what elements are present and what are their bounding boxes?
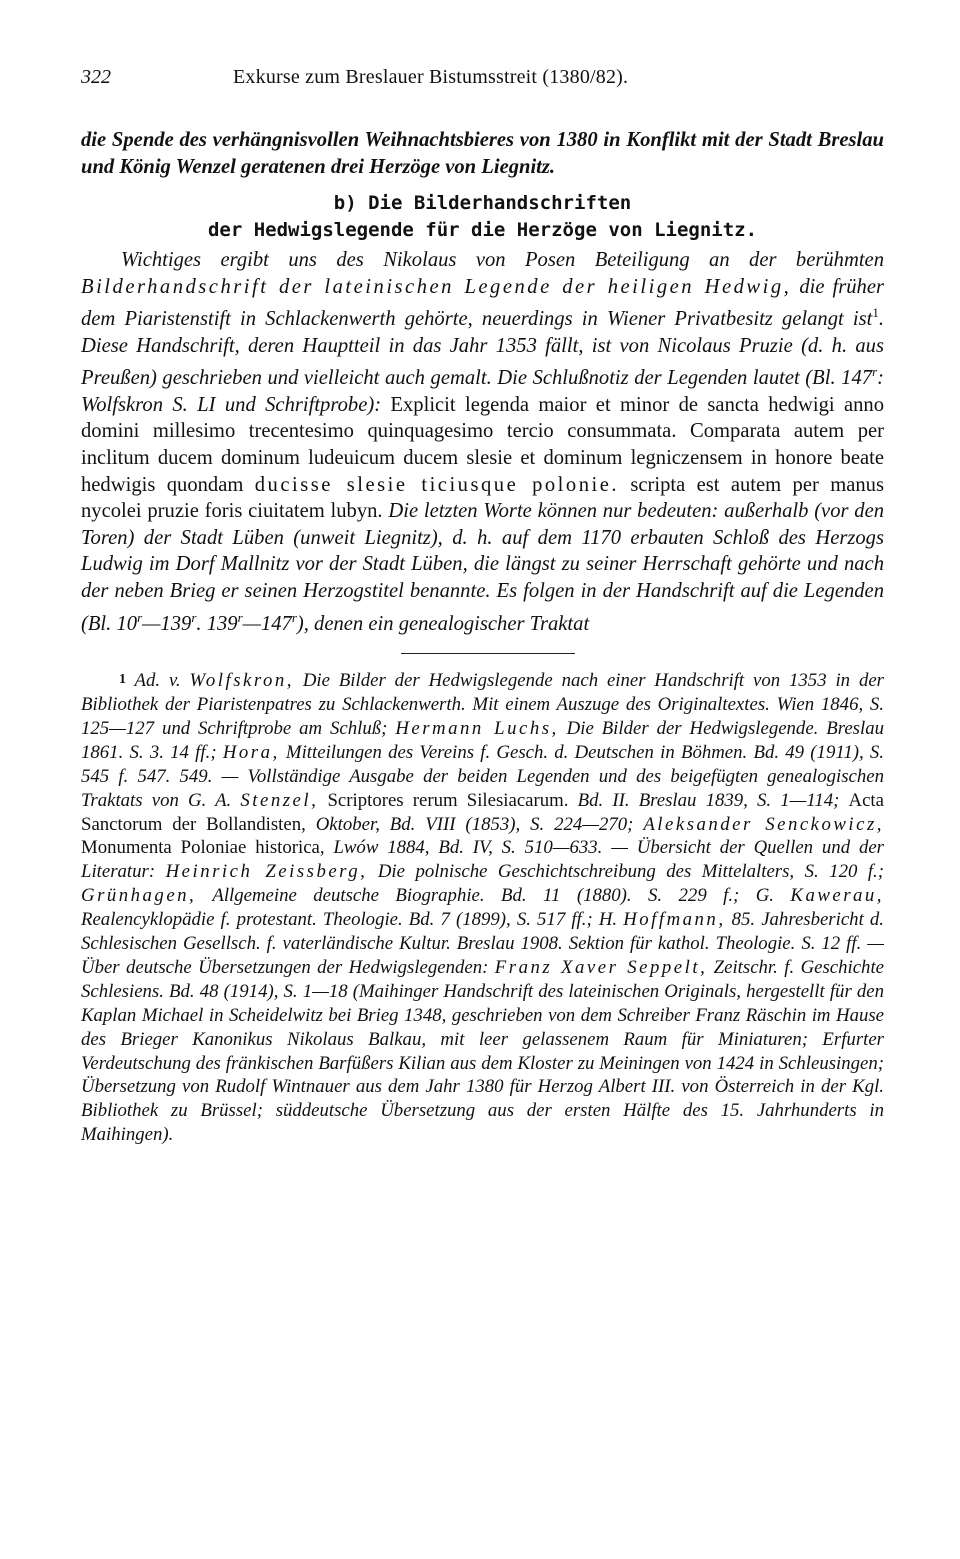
paragraph-text: die früher dem Piaristenstift in Schlackenwerth gehörte, neuerdings in Wiener Privatbesitz gelangt ist [81, 275, 884, 331]
footnote-text: 85. Jahresbericht d. Schlesischen Gesellsch. f. vaterländische Kultur. Breslau 1908. Sektion für kathol. Theologie. S. 12 ff. — Über deutsche Übersetzungen der Hedwigslegenden: [81, 909, 884, 978]
author-name: Stenzel, [240, 789, 319, 811]
work-title: Acta Sanctorum der Bollandisten, [81, 789, 884, 835]
paragraph-text: Die letzten Worte können nur bedeuten: außerhalb (vor den Toren) der Stadt Lüben (unweit Liegnitz), d. h. auf dem 1170 erbauten Schloß des Herzogs Ludwig im Dorf Mallnitz vor der Stadt Lüben, die längst zu seiner Herrschaft gehörte und nach der neben Brieg er seinen Herzogstitel benannte. Es folgen in der Handschrift auf die Legenden (Bl. 10 [81, 500, 885, 635]
work-title: Monumenta Poloniae historica, [81, 837, 325, 859]
footnote-text: Die Bilder der Hedwigslegende nach einer Handschrift von 1353 in der Bibliothek der Piaristenpatres zu Schlackenwerth. Mit einem Auszuge des Originaltextes. Wien 1846, S. 125—127 und Schriftprobe am Schluß; [81, 670, 884, 739]
author-name: Wolfskron, [189, 670, 294, 692]
page-header [81, 62, 884, 96]
footnote-text: Allgemeine deutsche Biographie. Bd. 11 (1880). S. 229 f.; G. [196, 885, 791, 907]
section-heading-line-1: b) Die Bilderhandschriften [333, 192, 632, 215]
section-heading [81, 190, 884, 244]
footnote-text: Die Bilder der Hedwigslegende. Breslau 1861. S. 3. 14 ff.; [81, 717, 884, 763]
author-name: Kawerau, [790, 885, 884, 907]
section-heading-line-2: der Hedwigslegende für die Herzöge von Liegnitz. [207, 219, 758, 242]
author-name: Hoffmann, [623, 909, 726, 931]
footnote-text: Die polnische Geschichtschreibung des Mittelalters, S. 120 f.; [367, 861, 884, 883]
footnote-reference[interactable]: 1 [872, 305, 879, 321]
paragraph-text: Wichtiges ergibt uns des Nikolaus von Posen Beteiligung an der berühmten [121, 249, 884, 272]
footnote-text: Oktober, Bd. VIII (1853), S. 224—270; [305, 813, 644, 835]
paragraph-text: . Diese Handschrift, deren Hauptteil in das Jahr 1353 fällt, ist von Nicolaus Pruzie (d. h. aus Preußen) geschrieben und vielleicht auch gemalt. Die Schlußnotiz der Legenden lautet (Bl. 147 [81, 308, 884, 390]
author-name: Hermann Luchs, [395, 717, 559, 739]
paragraph-text: : Wolfskron S. LI und Schriftprobe): [81, 367, 884, 416]
author-name: Heinrich Zeissberg, [165, 861, 368, 883]
paragraph-text: —147 [242, 612, 292, 635]
footnote-divider [401, 653, 575, 654]
running-title: Exkurse zum Breslauer Bistumsstreit (1380/82). [233, 66, 629, 88]
page-number: 322 [81, 66, 111, 88]
main-paragraph [81, 247, 884, 637]
author-name: Aleksander Senckowicz, [643, 813, 884, 835]
intro-text: die Spende des verhängnisvollen Weihnachtsbieres von 1380 in Konflikt mit der Stadt Breslau und König Wenzel geratenen drei Herzöge von Liegnitz. [81, 129, 884, 178]
footnote [81, 668, 884, 1147]
footnote-text: Realencyklopädie f. protestant. Theologie. Bd. 7 (1899), S. 517 ff.; H. [81, 909, 624, 931]
footnote-text: Lwów 1884, Bd. IV, S. 510—633. — Übersicht der Quellen und der Literatur: [81, 837, 884, 883]
author-name: Hora, [222, 741, 280, 763]
latin-quote: scripta est autem per manus nycolei pruzie foris ciuitatem lubyn. [81, 473, 884, 523]
footnote-text: Bd. II. Breslau 1839, S. 1—114; [568, 789, 849, 811]
spaced-title: Bilderhandschrift der lateinischen Legende der heiligen Hedwig, [81, 275, 792, 298]
author-name: Franz Xaver Seppelt, [494, 956, 708, 978]
work-title: Scriptores rerum Silesiacarum. [318, 789, 569, 811]
book-page [81, 62, 884, 1147]
recto-mark: r [137, 609, 143, 625]
paragraph-text: ), denen ein genealogischer Traktat [296, 612, 590, 635]
recto-mark: r [237, 609, 243, 625]
footnote-marker: 1 [119, 672, 126, 688]
recto-mark: r [191, 609, 197, 625]
paragraph-text: . 139 [196, 612, 238, 635]
recto-mark: r [291, 609, 297, 625]
latin-quote: Explicit legenda maior et minor de sancta hedwigi anno domini millesimo trecentesimo quinquagesimo tercio consummata. Comparata autem per inclitum ducem dominum ludeuicum ducem slesie et dominum legniczensem in honore beate hedwigis quondam [81, 393, 884, 496]
footnote-text: Mitteilungen des Vereins f. Gesch. d. Deutschen in Böhmen. Bd. 49 (1911), S. 545 f. 547. 549. — Vollständige Ausgabe der beiden Legenden und des beigefügten genealogischen Traktats von G. A. [81, 741, 884, 811]
latin-spaced: ducisse slesie ticiusque polonie. [254, 473, 619, 496]
recto-mark: r [872, 364, 878, 380]
footnote-text: Ad. v. [126, 670, 190, 692]
author-name: Grünhagen, [81, 885, 197, 907]
paragraph-text: —139 [142, 612, 192, 635]
footnote-text: Zeitschr. f. Geschichte Schlesiens. Bd. 48 (1914), S. 1—18 (Maihinger Handschrift des lateinischen Originals, hergestellt für den Kaplan Michael in Scheidelwitz bei Brieg 1348, geschrieben von dem Schreiber Franz Räschin im Hause des Brieger Kanonikus Nikolaus Balkau, mit leer gelassenem Raum für Miniaturen; Erfurter Verdeutschung des fränkischen Barfüßers Kilian aus dem Kloster zu Meiningen von 1424 in Schleusingen; Übersetzung von Rudolf Wintnauer aus dem Jahr 1380 für Herzog Albert III. von Österreich in der Kgl. Bibliothek zu Brüssel; süddeutsche Übersetzung aus der ersten Hälfte des 15. Jahrhunderts in Maihingen). [81, 956, 884, 1146]
